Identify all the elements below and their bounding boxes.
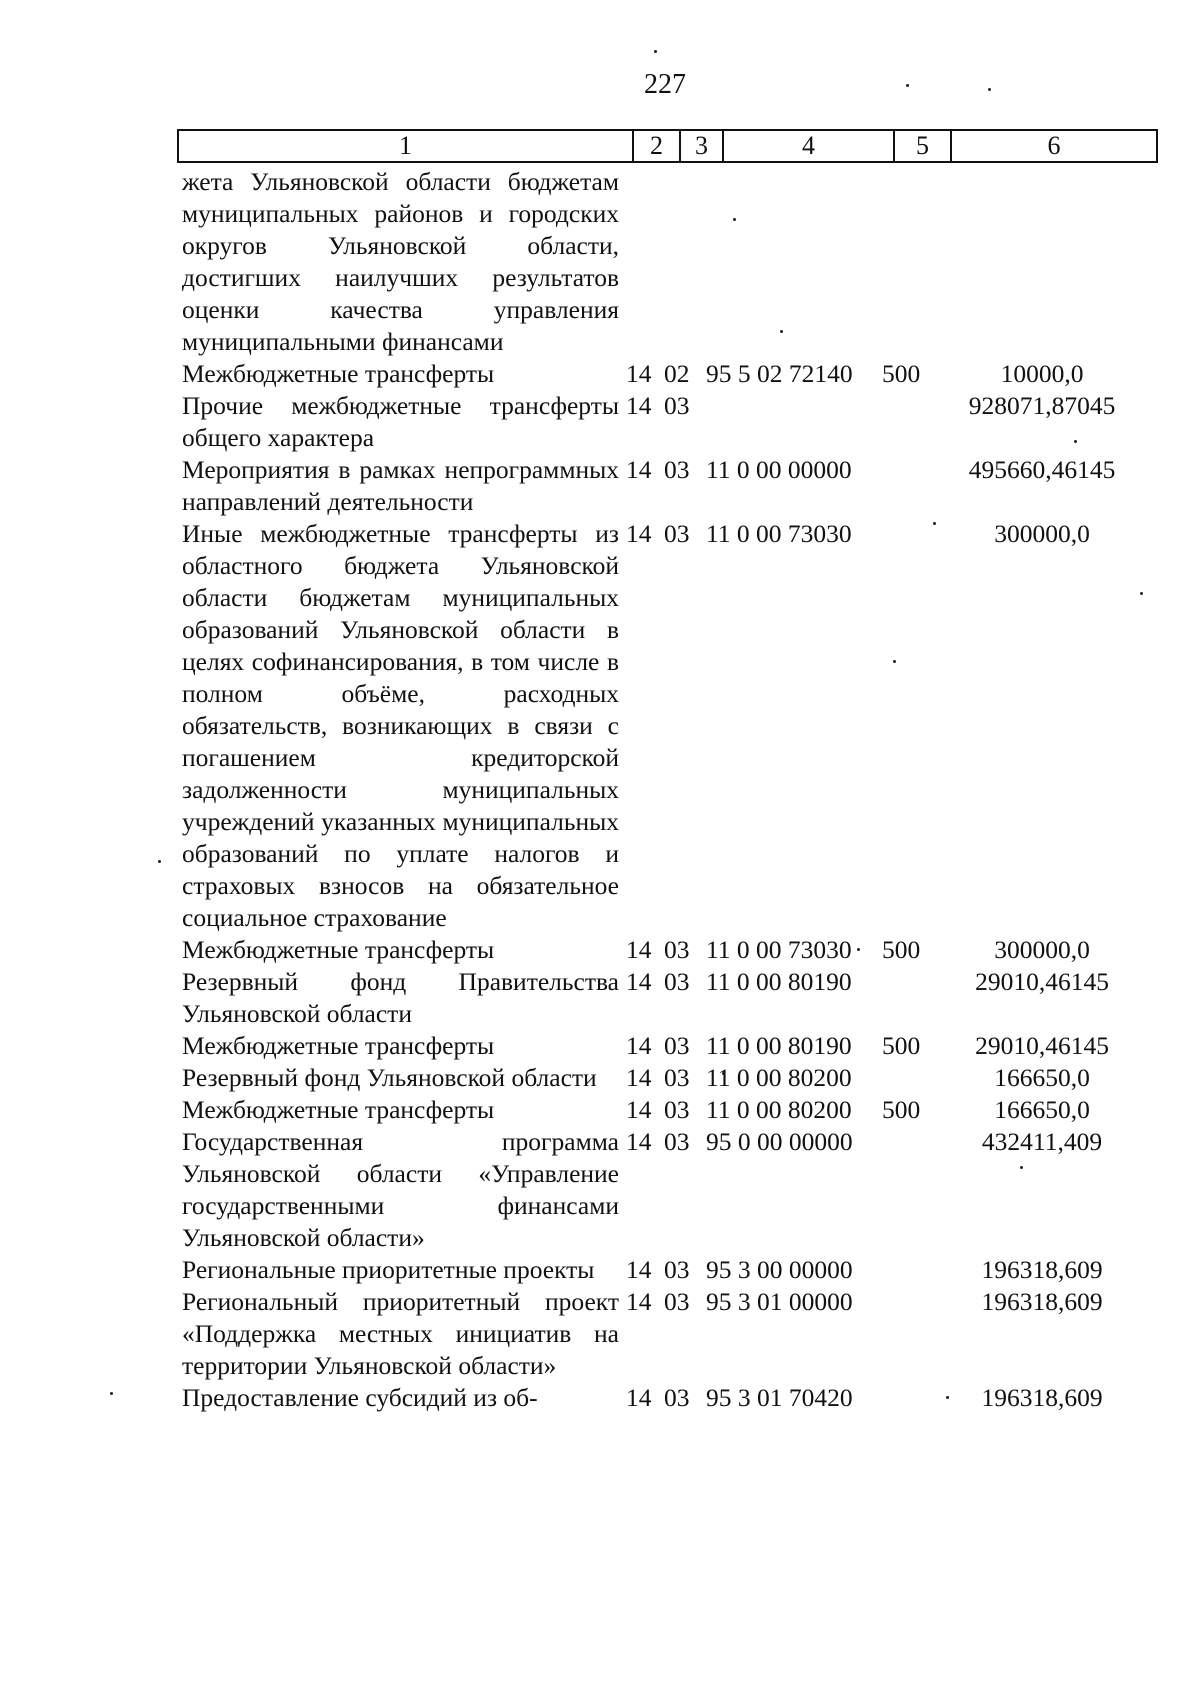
row-expense-type: 500	[882, 1095, 921, 1124]
row-amount: 495660,46145	[968, 455, 1116, 484]
row-section: 14	[626, 519, 652, 548]
scan-speck	[110, 1392, 113, 1395]
row-target-code: 11 0 00 80190	[706, 967, 852, 996]
row-description: Межбюджетные трансферты	[182, 935, 495, 964]
row-subsection: 03	[664, 1031, 690, 1060]
row-description: жета Ульяновской области бюджетам муниципальных районов и городских округов Ульяновской области, достигших наилучших результатов оценки качества управления муниципальными финансами	[182, 167, 619, 356]
row-description: Межбюджетные трансферты	[182, 1031, 495, 1060]
table-row	[182, 1030, 1142, 1062]
row-subsection: 03	[664, 1383, 690, 1412]
row-section: 14	[626, 967, 652, 996]
row-section: 14	[626, 391, 652, 420]
row-subsection: 02	[664, 359, 690, 388]
table-row	[182, 454, 1142, 518]
row-subsection: 03	[664, 967, 690, 996]
table-row	[182, 518, 1142, 934]
row-subsection: 03	[664, 1063, 690, 1092]
scan-speck	[988, 88, 991, 91]
row-target-code: 95 5 02 72140	[706, 359, 853, 388]
scan-speck	[906, 84, 909, 87]
column-header-2: 2	[634, 131, 681, 161]
row-target-code: 95 3 00 00000	[706, 1255, 853, 1284]
row-target-code: 11 0 00 00000	[706, 455, 852, 484]
row-amount: 196318,609	[981, 1383, 1103, 1412]
row-amount: 928071,87045	[968, 391, 1116, 420]
row-target-code: 11 0 00 73030	[706, 935, 852, 964]
row-amount: 196318,609	[981, 1255, 1103, 1284]
row-target-code: 95 3 01 70420	[706, 1383, 853, 1412]
row-amount: 196318,609	[981, 1287, 1103, 1316]
table-row	[182, 1286, 1142, 1382]
row-section: 14	[626, 1095, 652, 1124]
row-subsection: 03	[664, 1287, 690, 1316]
row-subsection: 03	[664, 935, 690, 964]
row-expense-type: 500	[882, 1031, 921, 1060]
row-amount: 166650,0	[994, 1063, 1090, 1092]
scan-speck	[158, 860, 161, 863]
row-subsection: 03	[664, 1095, 690, 1124]
row-section: 14	[626, 455, 652, 484]
row-expense-type: 500	[882, 935, 921, 964]
row-section: 14	[626, 1127, 652, 1156]
row-target-code: 11 0 00 80190	[706, 1031, 852, 1060]
page-number: 227	[644, 69, 686, 100]
row-target-code: 11 0 00 80200	[706, 1063, 852, 1092]
row-description: Предоставление субсидий из об-	[182, 1383, 538, 1412]
row-description: Резервный фонд Правительства Ульяновской области	[182, 967, 619, 1028]
row-amount: 29010,46145	[975, 967, 1109, 996]
budget-table-body	[182, 166, 1142, 1414]
table-row	[182, 1094, 1142, 1126]
column-header-row	[177, 129, 1158, 163]
row-amount: 300000,0	[994, 935, 1090, 964]
row-description: Резервный фонд Ульяновской области	[182, 1063, 597, 1092]
table-row	[182, 358, 1142, 390]
row-target-code: 11 0 00 73030	[706, 519, 852, 548]
row-amount: 300000,0	[994, 519, 1090, 548]
row-description: Мероприятия в рамках непрограммных направлений деятельности	[182, 455, 619, 516]
row-subsection: 03	[664, 519, 690, 548]
row-section: 14	[626, 1287, 652, 1316]
row-description: Межбюджетные трансферты	[182, 359, 495, 388]
row-subsection: 03	[664, 391, 690, 420]
row-description: Прочие межбюджетные трансферты общего характера	[182, 391, 619, 452]
table-row	[182, 1062, 1142, 1094]
table-row	[182, 934, 1142, 966]
row-amount: 29010,46145	[975, 1031, 1109, 1060]
scan-speck	[654, 50, 657, 53]
table-row	[182, 1126, 1142, 1254]
row-amount: 432411,409	[981, 1127, 1103, 1156]
row-subsection: 03	[664, 455, 690, 484]
column-header-6: 6	[1047, 131, 1061, 160]
table-row	[182, 966, 1142, 1030]
row-section: 14	[626, 935, 652, 964]
column-header-4: 4	[724, 131, 895, 161]
column-header-3: 3	[681, 131, 724, 161]
column-header-5: 5	[895, 131, 952, 161]
row-description: Региональные приоритетные проекты	[182, 1255, 595, 1284]
row-section: 14	[626, 1063, 652, 1092]
row-subsection: 03	[664, 1255, 690, 1284]
row-expense-type: 500	[882, 359, 921, 388]
table-row	[182, 1254, 1142, 1286]
row-description: Иные межбюджетные трансферты из областного бюджета Ульяновской области бюджетам муниципальных образований Ульяновской области в целях софинансирования, в том числе в полном объёме, расходных обязательств, возникающих в связи с погашением кредиторской задолженности муниципальных учреждений указанных муниципальных образований по уплате налогов и страховых взносов на обязательное социальное страхование	[182, 519, 619, 932]
row-description: Межбюджетные трансферты	[182, 1095, 495, 1124]
row-target-code: 11 0 00 80200	[706, 1095, 852, 1124]
row-description: Государственная программа Ульяновской области «Управление государственными финансами Ульяновской области»	[182, 1127, 619, 1252]
row-target-code: 95 0 00 00000	[706, 1127, 853, 1156]
row-section: 14	[626, 1383, 652, 1412]
row-amount: 166650,0	[994, 1095, 1090, 1124]
row-section: 14	[626, 1031, 652, 1060]
table-row	[182, 1382, 1142, 1414]
row-section: 14	[626, 1255, 652, 1284]
row-amount: 10000,0	[1000, 359, 1084, 388]
column-header-1: 1	[179, 131, 634, 161]
row-subsection: 03	[664, 1127, 690, 1156]
row-target-code: 95 3 01 00000	[706, 1287, 853, 1316]
row-description: Региональный приоритетный проект «Поддержка местных инициатив на территории Ульяновской области»	[182, 1287, 619, 1380]
table-row	[182, 166, 1142, 358]
table-row	[182, 390, 1142, 454]
row-section: 14	[626, 359, 652, 388]
